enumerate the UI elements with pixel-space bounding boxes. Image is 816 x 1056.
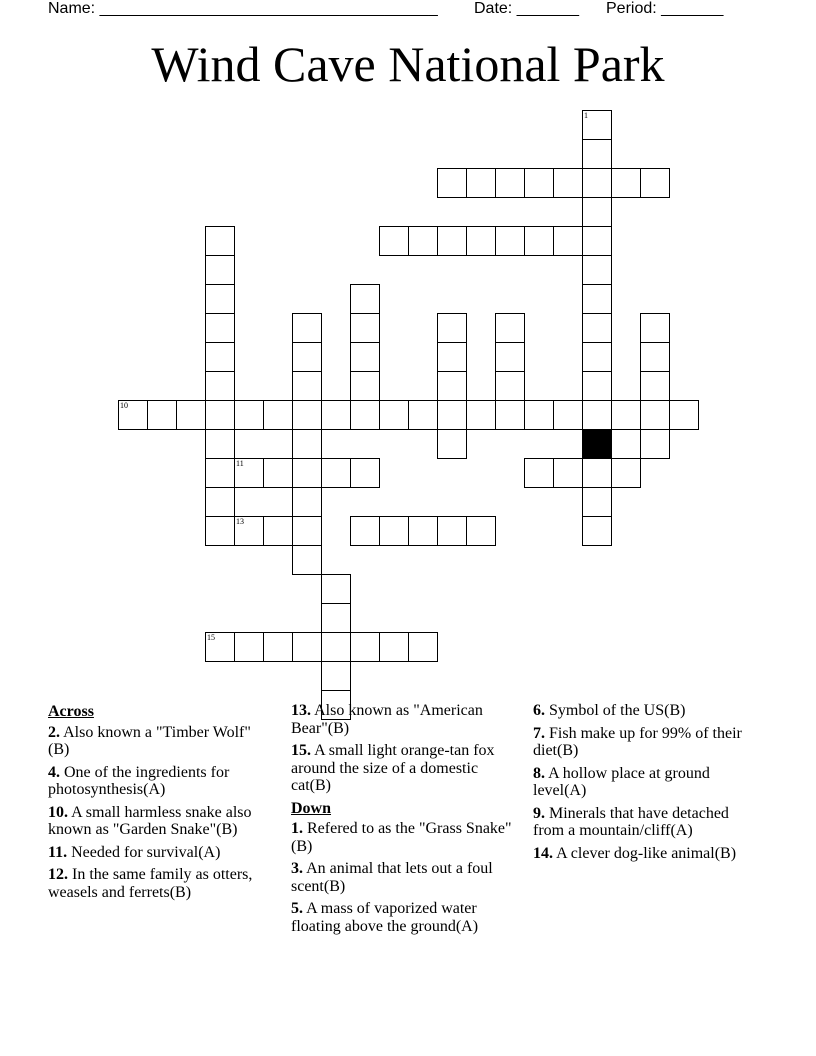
period-field-label[interactable]: Period: _______ <box>606 0 724 17</box>
clue-text: A small light orange-tan fox around the size of a domestic cat(B) <box>291 742 495 794</box>
grid-cell[interactable] <box>640 313 670 343</box>
clue-number: 12. <box>48 866 68 883</box>
grid-cell[interactable] <box>234 516 264 546</box>
clue-across-4 <box>48 764 264 799</box>
clue-number: 4. <box>48 763 60 781</box>
clue-number: 9. <box>533 804 545 822</box>
grid-cell[interactable] <box>524 400 554 430</box>
grid-cell[interactable] <box>524 458 554 488</box>
clue-text: A hollow place at ground level(A) <box>533 764 710 799</box>
name-field-label[interactable]: Name: ______________________________________ <box>48 0 438 17</box>
grid-cell[interactable] <box>437 371 467 401</box>
grid-cell[interactable] <box>205 487 235 517</box>
grid-cell[interactable] <box>321 400 351 430</box>
grid-cell[interactable] <box>640 342 670 372</box>
clue-number: 1. <box>291 820 303 837</box>
grid-cell[interactable] <box>292 400 322 430</box>
clue-across-13 <box>291 702 513 737</box>
grid-cell[interactable] <box>205 284 235 314</box>
grid-cell[interactable] <box>408 400 438 430</box>
grid-cell[interactable] <box>205 400 235 430</box>
grid-cell[interactable] <box>640 371 670 401</box>
grid-cell[interactable] <box>408 226 438 256</box>
grid-cell[interactable] <box>379 400 409 430</box>
grid-cell[interactable] <box>611 400 641 430</box>
grid-cell[interactable] <box>205 429 235 459</box>
grid-cell[interactable] <box>582 284 612 314</box>
clue-down-9 <box>533 805 753 840</box>
clue-text: Needed for survival(A) <box>67 843 221 861</box>
grid-cell[interactable] <box>263 400 293 430</box>
grid-cell[interactable] <box>205 458 235 488</box>
clue-across-2 <box>48 724 264 759</box>
grid-cell[interactable] <box>321 603 351 633</box>
clue-number: 13. <box>291 702 311 719</box>
grid-cell[interactable] <box>582 110 612 140</box>
clue-down-6 <box>533 702 753 720</box>
clue-number: 8. <box>533 764 545 782</box>
clue-column-3 <box>533 702 753 867</box>
clue-number-label: 15 <box>207 633 215 642</box>
grid-cell[interactable] <box>582 458 612 488</box>
grid-cell[interactable] <box>205 342 235 372</box>
black-grid-cell <box>582 429 612 459</box>
grid-cell[interactable] <box>669 400 699 430</box>
clue-number: 3. <box>291 860 303 877</box>
page-title: Wind Cave National Park <box>151 36 665 92</box>
grid-cell[interactable] <box>437 429 467 459</box>
grid-cell[interactable] <box>205 371 235 401</box>
grid-cell[interactable] <box>321 661 351 691</box>
grid-cell[interactable] <box>466 226 496 256</box>
clue-text: Refered to as the "Grass Snake"(B) <box>291 820 512 855</box>
grid-cell[interactable] <box>611 168 641 198</box>
grid-cell[interactable] <box>292 371 322 401</box>
grid-cell[interactable] <box>176 400 206 430</box>
grid-cell[interactable] <box>553 168 583 198</box>
clue-number: 11. <box>48 843 68 861</box>
grid-cell[interactable] <box>553 458 583 488</box>
clue-down-7 <box>533 725 753 760</box>
grid-cell[interactable] <box>408 632 438 662</box>
grid-cell[interactable] <box>292 342 322 372</box>
grid-cell[interactable] <box>350 313 380 343</box>
across-heading: Across <box>48 703 94 720</box>
clue-text: A mass of vaporized water floating above the ground(A) <box>291 900 479 935</box>
clue-across-10 <box>48 804 264 839</box>
grid-cell[interactable] <box>495 342 525 372</box>
clue-text: One of the ingredients for photosynthesis(A) <box>48 763 230 798</box>
clue-down-14 <box>533 845 753 863</box>
clue-number-label: 1 <box>584 111 588 120</box>
grid-cell[interactable] <box>234 400 264 430</box>
grid-cell[interactable] <box>205 632 235 662</box>
grid-cell[interactable] <box>553 400 583 430</box>
clue-text: Also known a "Timber Wolf"(B) <box>48 723 251 758</box>
clue-across-11 <box>48 844 264 862</box>
grid-cell[interactable] <box>292 632 322 662</box>
clue-down-8 <box>533 765 753 800</box>
grid-cell[interactable] <box>495 400 525 430</box>
grid-cell[interactable] <box>437 226 467 256</box>
clue-number: 2. <box>48 723 60 741</box>
grid-cell[interactable] <box>495 313 525 343</box>
grid-cell[interactable] <box>495 226 525 256</box>
clue-number: 14. <box>533 844 553 862</box>
clue-down-3 <box>291 860 513 895</box>
grid-cell[interactable] <box>263 632 293 662</box>
grid-cell[interactable] <box>582 313 612 343</box>
grid-cell[interactable] <box>640 429 670 459</box>
clue-number-label: 11 <box>236 459 244 468</box>
clue-text: Symbol of the US(B) <box>545 702 686 719</box>
grid-cell[interactable] <box>582 197 612 227</box>
grid-cell[interactable] <box>611 458 641 488</box>
grid-cell[interactable] <box>292 429 322 459</box>
grid-cell[interactable] <box>350 516 380 546</box>
grid-cell[interactable] <box>524 226 554 256</box>
grid-cell[interactable] <box>582 226 612 256</box>
grid-cell[interactable] <box>350 400 380 430</box>
grid-cell[interactable] <box>321 458 351 488</box>
grid-cell[interactable] <box>350 342 380 372</box>
grid-cell[interactable] <box>408 516 438 546</box>
clue-across-15 <box>291 742 513 795</box>
grid-cell[interactable] <box>292 545 322 575</box>
grid-cell[interactable] <box>292 458 322 488</box>
grid-cell[interactable] <box>582 342 612 372</box>
grid-cell[interactable] <box>379 516 409 546</box>
grid-cell[interactable] <box>582 487 612 517</box>
grid-cell[interactable] <box>582 168 612 198</box>
clue-text: Also known as "American Bear"(B) <box>291 702 483 737</box>
grid-cell[interactable] <box>263 458 293 488</box>
grid-cell[interactable] <box>205 226 235 256</box>
grid-cell[interactable] <box>553 226 583 256</box>
grid-cell[interactable] <box>321 574 351 604</box>
grid-cell[interactable] <box>495 371 525 401</box>
grid-cell[interactable] <box>640 400 670 430</box>
grid-cell[interactable] <box>379 632 409 662</box>
clue-number-label: 13 <box>236 517 244 526</box>
grid-cell[interactable] <box>292 313 322 343</box>
down-heading: Down <box>291 799 332 817</box>
clue-number: 7. <box>533 724 545 742</box>
clue-text: A small harmless snake also known as "Garden Snake"(B) <box>48 803 252 838</box>
grid-cell[interactable] <box>379 226 409 256</box>
grid-cell[interactable] <box>147 400 177 430</box>
clue-number: 5. <box>291 900 303 917</box>
grid-cell[interactable] <box>234 458 264 488</box>
grid-cell[interactable] <box>582 371 612 401</box>
grid-cell[interactable] <box>437 168 467 198</box>
clue-text: Fish make up for 99% of their diet(B) <box>533 724 742 759</box>
grid-cell[interactable] <box>582 255 612 285</box>
grid-cell[interactable] <box>437 342 467 372</box>
grid-cell[interactable] <box>466 516 496 546</box>
clue-text: A clever dog-like animal(B) <box>553 844 737 862</box>
clue-number-label: 10 <box>120 401 128 410</box>
grid-cell[interactable] <box>466 400 496 430</box>
clue-column-2 <box>291 702 513 940</box>
grid-cell[interactable] <box>640 168 670 198</box>
grid-cell[interactable] <box>205 255 235 285</box>
grid-cell[interactable] <box>263 516 293 546</box>
grid-cell[interactable] <box>234 632 264 662</box>
clue-down-5 <box>291 900 513 935</box>
clue-across-12 <box>48 866 264 901</box>
grid-cell[interactable] <box>350 632 380 662</box>
grid-cell[interactable] <box>582 400 612 430</box>
grid-cell[interactable] <box>205 313 235 343</box>
grid-cell[interactable] <box>437 313 467 343</box>
grid-cell[interactable] <box>582 516 612 546</box>
grid-cell[interactable] <box>524 168 554 198</box>
grid-cell[interactable] <box>437 400 467 430</box>
clue-text: An animal that lets out a foul scent(B) <box>291 860 493 895</box>
grid-cell[interactable] <box>495 168 525 198</box>
clue-column-1 <box>48 702 264 906</box>
clue-text: Minerals that have detached from a mountain/cliff(A) <box>533 804 729 839</box>
grid-cell[interactable] <box>292 516 322 546</box>
grid-cell[interactable] <box>350 371 380 401</box>
grid-cell[interactable] <box>118 400 148 430</box>
grid-cell[interactable] <box>205 516 235 546</box>
grid-cell[interactable] <box>350 284 380 314</box>
clue-number: 10. <box>48 803 68 821</box>
clue-down-1 <box>291 820 513 855</box>
grid-cell[interactable] <box>292 487 322 517</box>
grid-cell[interactable] <box>466 168 496 198</box>
clue-number: 15. <box>291 742 311 759</box>
clue-number: 6. <box>533 702 545 719</box>
grid-cell[interactable] <box>437 516 467 546</box>
date-field-label[interactable]: Date: _______ <box>474 0 579 17</box>
clue-text: In the same family as otters, weasels and ferrets(B) <box>48 866 253 901</box>
grid-cell[interactable] <box>582 139 612 169</box>
grid-cell[interactable] <box>350 458 380 488</box>
